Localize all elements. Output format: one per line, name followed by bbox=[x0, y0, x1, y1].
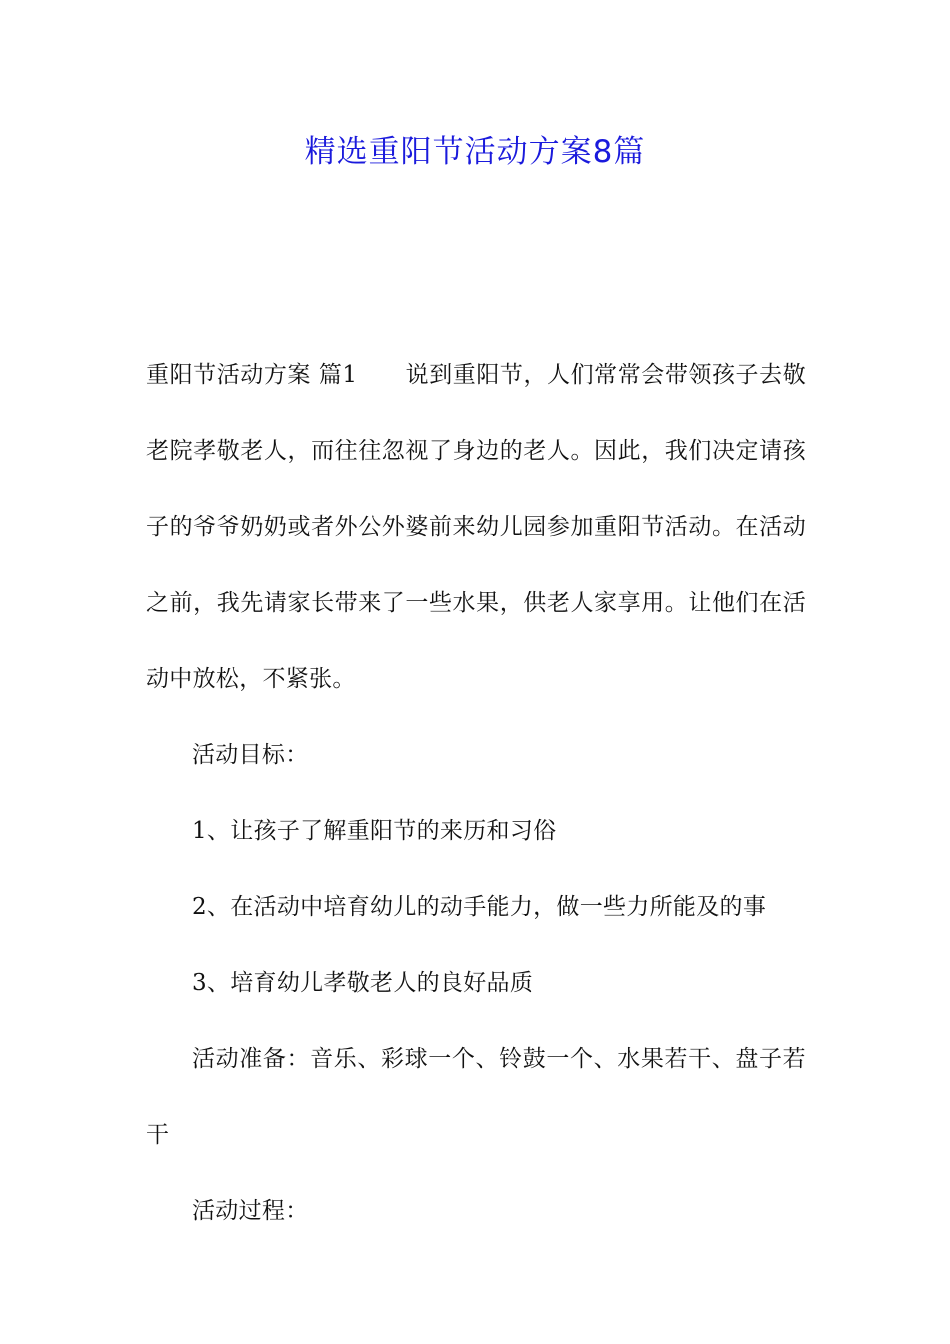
goal-item-3: 3、培育幼儿孝敬老人的良好品质 bbox=[192, 970, 534, 996]
section-heading: 重阳节活动方案 篇1 bbox=[146, 362, 358, 388]
preparation-paragraph: 活动准备：音乐、彩球一个、铃鼓一个、水果若干、盘子若干 bbox=[146, 1046, 806, 1148]
process-heading: 活动过程： bbox=[192, 1198, 309, 1224]
goal-item-2: 2、在活动中培育幼儿的动手能力，做一些力所能及的事 bbox=[192, 894, 767, 920]
goals-heading: 活动目标： bbox=[192, 742, 309, 768]
document-title: 精选重阳节活动方案8篇 bbox=[304, 134, 646, 170]
goal-item-1: 1、让孩子了解重阳节的来历和习俗 bbox=[192, 818, 557, 844]
intro-paragraph bbox=[146, 337, 806, 717]
intro-text: 说到重阳节，人们常常会带领孩子去敬老院孝敬老人，而往往忽视了身边的老人。因此，我们决定请孩子的爷爷奶奶或者外公外婆前来幼儿园参加重阳节活动。在活动之前，我先请家长带来了一些水果，供老人家享用。让他们在活动中放松，不紧张。 bbox=[146, 362, 806, 692]
document-body bbox=[146, 337, 806, 1249]
